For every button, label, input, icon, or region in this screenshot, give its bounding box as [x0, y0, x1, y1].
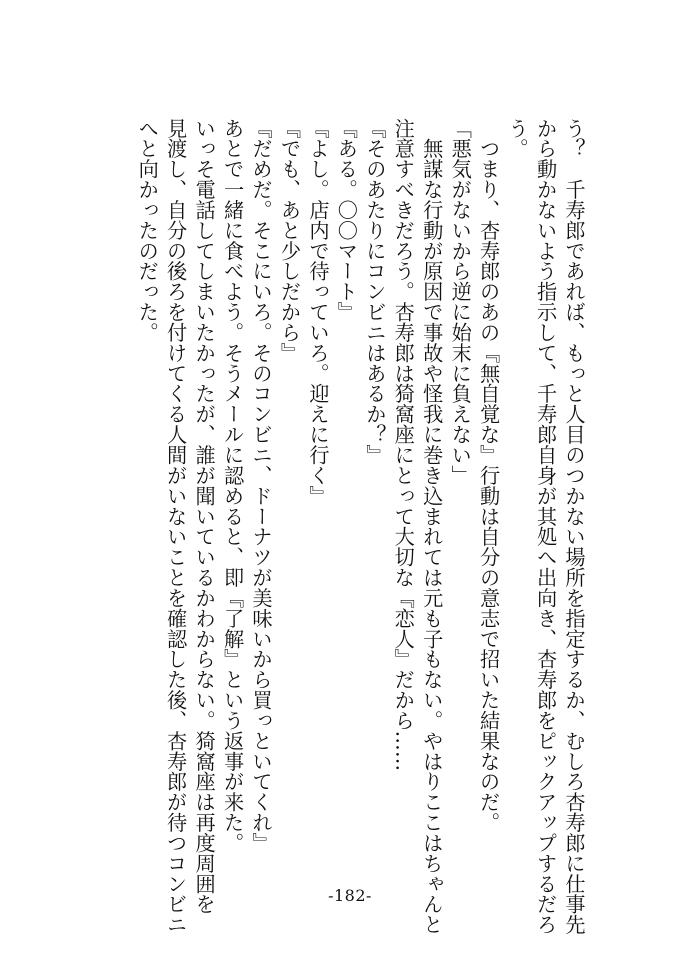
- page-number: -182-: [328, 886, 372, 905]
- text-line: いっそ電話してしまいたかったが、誰が聞いているかわからない。猗窩座は再度周囲を: [192, 118, 217, 915]
- text-line: 「悪気がないから逆に始末に負えない」: [448, 118, 473, 486]
- text-line: 『でも、あと少しだから』: [277, 118, 302, 364]
- text-line: から動かないよう指示して、千寿郎自身が其処へ出向き、杏寿郎をピックアップするだろ: [533, 118, 558, 935]
- text-line: 見渡し、自分の後ろを付けてくる人間がいないことを確認した後、杏寿郎が待つコンビニ: [163, 118, 188, 935]
- text-line: 無謀な行動が原因で事故や怪我に巻き込まれては元も子もない。やはりここはちゃんと: [419, 118, 444, 935]
- text-line: 注意すべきだろう。杏寿郎は猗窩座にとって大切な『恋人』だから……: [391, 118, 416, 772]
- text-line: う。: [505, 118, 530, 159]
- text-line: つまり、杏寿郎のあの『無自覚な』行動は自分の意志で招いた結果なのだ。: [476, 118, 501, 833]
- text-line: 『よし。店内で待っていろ。迎えに行く』: [305, 118, 330, 506]
- text-line: 『ある。〇〇マート』: [334, 118, 359, 323]
- text-line: へと向かったのだった。: [135, 118, 160, 343]
- text-line: 『そのあたりにコンビニはあるか？』: [362, 118, 387, 466]
- text-line: あとで一緒に食べよう。そうメールに認めると、即『了解』という返事が来た。: [220, 118, 245, 854]
- text-line: 『だめだ。そこにいろ。そのコンビニ、ドーナツが美味いから買っといてくれ』: [249, 118, 274, 854]
- text-line: う？ 千寿郎であれば、もっと人目のつかない場所を指定するか、むしろ杏寿郎に仕事先: [562, 118, 586, 935]
